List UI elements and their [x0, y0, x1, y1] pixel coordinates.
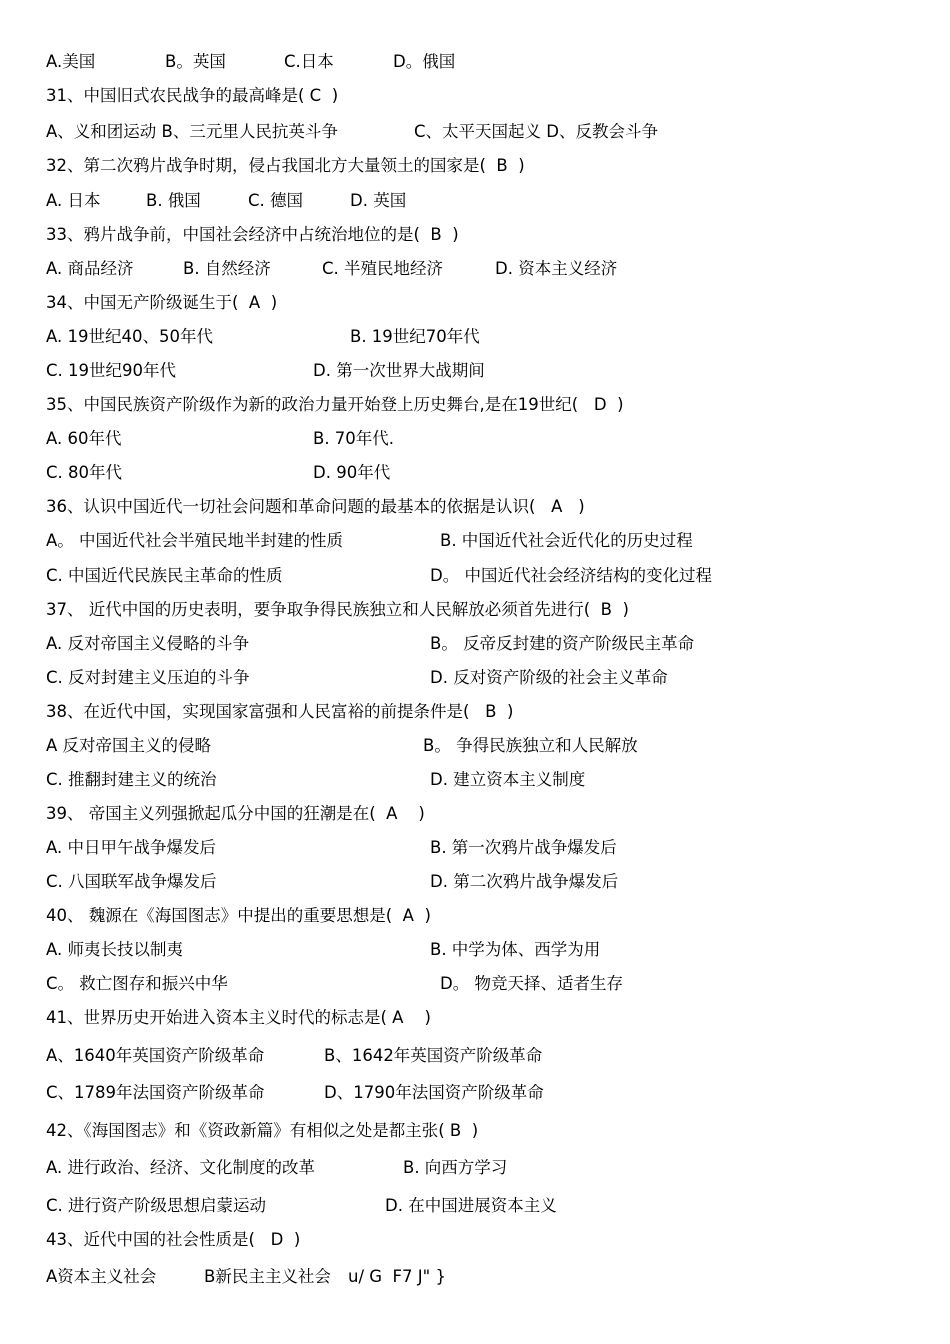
text-line	[0, 1116, 950, 1146]
text-line	[0, 1003, 950, 1033]
option-text: A. 师夷长技以制夷	[46, 940, 183, 959]
option-text: B. 19世纪70年代	[350, 327, 480, 346]
option-text: A.美国	[46, 52, 96, 71]
option-text: B。英国	[165, 52, 226, 71]
text-line	[0, 935, 950, 965]
text-line	[0, 833, 950, 863]
text-line	[0, 151, 950, 181]
option-text: C. 中国近代民族民主革命的性质	[46, 566, 283, 585]
question-text: 42、《海国图志》和《资政新篇》有相似之处是都主张( B )	[46, 1121, 479, 1140]
option-text: C. 进行资产阶级思想启蒙运动	[46, 1196, 267, 1215]
option-text: C. 半殖民地经济	[322, 259, 444, 278]
text-line	[0, 867, 950, 897]
text-line	[0, 81, 950, 111]
option-text: B。 争得民族独立和人民解放	[423, 736, 638, 755]
question-text: 33、鸦片战争前，中国社会经济中占统治地位的是( B )	[46, 225, 459, 244]
text-line	[0, 969, 950, 999]
text-line	[0, 1041, 950, 1071]
option-text: B. 中学为体、西学为用	[430, 940, 601, 959]
option-text: D. 90年代	[313, 463, 391, 482]
option-text: D、1790年法国资产阶级革命	[324, 1083, 544, 1102]
option-text: C. 19世纪90年代	[46, 361, 177, 380]
text-line	[0, 288, 950, 318]
question-text: 40、 魏源在《海国图志》中提出的重要思想是( A )	[46, 906, 431, 925]
text-line	[0, 424, 950, 454]
question-text: 41、世界历史开始进入资本主义时代的标志是( A )	[46, 1008, 431, 1027]
question-text: 32、第二次鸦片战争时期，侵占我国北方大量领土的国家是( B )	[46, 156, 525, 175]
text-line	[0, 220, 950, 250]
text-line	[0, 322, 950, 352]
option-text: B. 自然经济	[183, 259, 271, 278]
option-text: D. 建立资本主义制度	[430, 770, 586, 789]
question-text: 39、 帝国主义列强掀起瓜分中国的狂潮是在( A )	[46, 804, 425, 823]
text-line	[0, 47, 950, 77]
option-text: C、太平天国起义 D、反教会斗争	[414, 122, 658, 141]
option-text: D. 第二次鸦片战争爆发后	[430, 872, 619, 891]
text-line	[0, 561, 950, 591]
text-line	[0, 799, 950, 829]
text-line	[0, 731, 950, 761]
option-text: D. 英国	[350, 191, 407, 210]
option-text: A. 19世纪40、50年代	[46, 327, 213, 346]
text-line	[0, 697, 950, 727]
text-line	[0, 254, 950, 284]
text-line	[0, 458, 950, 488]
text-line	[0, 1153, 950, 1183]
text-line	[0, 1078, 950, 1108]
option-text: D。 中国近代社会经济结构的变化过程	[430, 566, 712, 585]
option-text: D. 反对资产阶级的社会主义革命	[430, 668, 668, 687]
option-text: A. 60年代	[46, 429, 122, 448]
text-line	[0, 1262, 950, 1292]
option-text: B新民主主义社会	[204, 1267, 331, 1286]
option-text: A 反对帝国主义的侵略	[46, 736, 212, 755]
option-text: A. 日本	[46, 191, 101, 210]
option-text: D. 在中国进展资本主义	[385, 1196, 557, 1215]
text-line	[0, 901, 950, 931]
option-text: C. 德国	[248, 191, 304, 210]
question-text: 35、中国民族资产阶级作为新的政治力量开始登上历史舞台,是在19世纪( D )	[46, 395, 624, 414]
text-line	[0, 356, 950, 386]
text-line	[0, 629, 950, 659]
question-text: 31、中国旧式农民战争的最高峰是( C )	[46, 86, 339, 105]
text-line	[0, 765, 950, 795]
text-line	[0, 595, 950, 625]
option-text: C. 八国联军战争爆发后	[46, 872, 217, 891]
option-text: A. 进行政治、经济、文化制度的改革	[46, 1158, 315, 1177]
text-line	[0, 186, 950, 216]
option-text: D。 物竞天择、适者生存	[440, 974, 623, 993]
text-line	[0, 492, 950, 522]
option-text: A资本主义社会	[46, 1267, 157, 1286]
option-text: D. 第一次世界大战期间	[313, 361, 485, 380]
text-line	[0, 390, 950, 420]
question-text: 36、认识中国近代一切社会问题和革命问题的最基本的依据是认识( A )	[46, 497, 585, 516]
option-text: A. 中日甲午战争爆发后	[46, 838, 216, 857]
option-text: u/ G F7 J" }	[348, 1267, 446, 1286]
question-text: 43、近代中国的社会性质是( D )	[46, 1230, 301, 1249]
option-text: C、1789年法国资产阶级革命	[46, 1083, 265, 1102]
option-text: B、1642年英国资产阶级革命	[324, 1046, 543, 1065]
option-text: A. 商品经济	[46, 259, 134, 278]
option-text: A。 中国近代社会半殖民地半封建的性质	[46, 531, 344, 550]
text-line	[0, 526, 950, 556]
option-text: B。 反帝反封建的资产阶级民主革命	[430, 634, 695, 653]
option-text: B. 第一次鸦片战争爆发后	[430, 838, 617, 857]
option-text: C.日本	[284, 52, 334, 71]
option-text: B. 70年代.	[313, 429, 395, 448]
text-line	[0, 117, 950, 147]
option-text: C。 救亡图存和振兴中华	[46, 974, 228, 993]
option-text: D。俄国	[393, 52, 456, 71]
option-text: C. 推翻封建主义的统治	[46, 770, 217, 789]
option-text: A. 反对帝国主义侵略的斗争	[46, 634, 249, 653]
text-line	[0, 663, 950, 693]
text-line	[0, 1225, 950, 1255]
option-text: C. 80年代	[46, 463, 123, 482]
option-text: C. 反对封建主义压迫的斗争	[46, 668, 250, 687]
option-text: B. 俄国	[146, 191, 201, 210]
option-text: D. 资本主义经济	[495, 259, 618, 278]
option-text: A、义和团运动 B、三元里人民抗英斗争	[46, 122, 338, 141]
option-text: A、1640年英国资产阶级革命	[46, 1046, 265, 1065]
question-text: 38、在近代中国，实现国家富强和人民富裕的前提条件是( B )	[46, 702, 514, 721]
question-text: 34、中国无产阶级诞生于( A )	[46, 293, 278, 312]
option-text: B. 中国近代社会近代化的历史过程	[440, 531, 693, 550]
option-text: B. 向西方学习	[403, 1158, 508, 1177]
text-line	[0, 1191, 950, 1221]
question-text: 37、 近代中国的历史表明，要争取争得民族独立和人民解放必须首先进行( B )	[46, 600, 629, 619]
